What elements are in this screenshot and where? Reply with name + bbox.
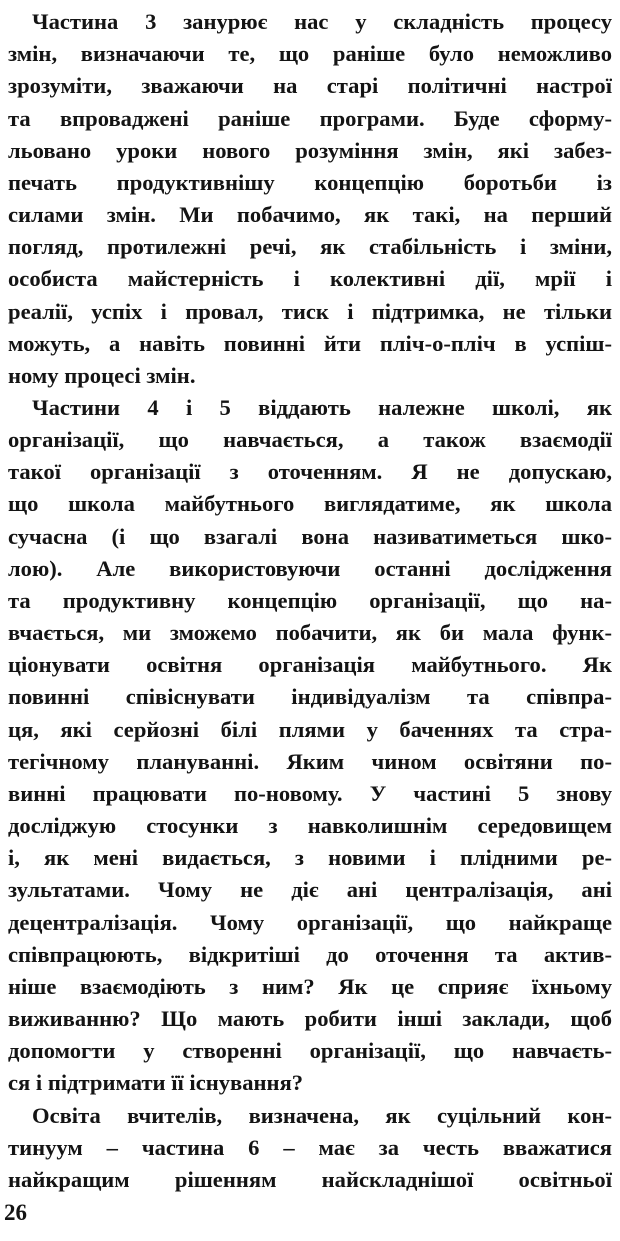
text-line: можуть, а навіть повинні йти пліч-о-пліч в успіш- (8, 330, 612, 356)
text-line: тинуум – частина 6 – має за честь вважатися (8, 1134, 612, 1160)
text-line: ціонувати освітня організація майбутнього. Як (8, 652, 612, 678)
text-line: сучасна (і що взагалі вона називатиметься шко- (8, 523, 612, 549)
text-line: Частини 4 і 5 віддають належне школі, як (32, 394, 612, 420)
text-line: особиста майстерність і колективні дії, мрії і (8, 266, 612, 292)
text-line: що школа майбутнього виглядатиме, як школа (8, 491, 612, 517)
text-line: такої організації з оточенням. Я не допускаю, (8, 459, 612, 485)
text-line: тегічному плануванні. Яким чином освітяни по- (8, 748, 612, 774)
text-line: зультатами. Чому не діє ані централізація, ані (8, 877, 612, 903)
text-line: найкращим рішенням найскладнішої освітньої (8, 1166, 612, 1192)
text-line: лою). Але використовуючи останні дослідження (8, 555, 612, 581)
text-line: погляд, протилежні речі, як стабільність і зміни, (8, 234, 612, 260)
text-line: печать продуктивнішу концепцію боротьби із (8, 169, 612, 195)
text-line: змін, визначаючи те, що раніше було неможливо (8, 41, 612, 67)
page-number: 26 (4, 1200, 27, 1225)
text-line: допомогти у створенні організації, що навчаєть- (8, 1038, 612, 1064)
text-line: децентралізація. Чому організації, що найкраще (8, 909, 612, 935)
text-line: вчається, ми зможемо побачити, як би мала функ- (8, 620, 612, 646)
text-line: та впроваджені раніше програми. Буде сформу- (8, 105, 612, 131)
text-line: досліджую стосунки з навколишнім середовищем (8, 813, 612, 839)
text-line: ному процесі змін. (8, 362, 196, 388)
text-line: ся і підтримати її існування? (8, 1070, 304, 1096)
text-line: льовано уроки нового розуміння змін, які забез- (8, 137, 612, 163)
text-line: співпрацюють, відкритіші до оточення та актив- (8, 941, 612, 967)
text-line: ця, які серйозні білі плями у баченнях та стра- (8, 716, 612, 742)
text-line: ніше взаємодіють з ним? Як це сприяє їхньому (8, 973, 612, 999)
text-line: зрозуміти, зважаючи на старі політичні настрої (8, 73, 612, 99)
text-line: і, як мені видається, з новими і плідними ре- (8, 845, 612, 871)
text-line: реалії, успіх і провал, тиск і підтримка, не тільки (8, 298, 612, 324)
text-line: винні працювати по-новому. У частині 5 знову (8, 780, 612, 806)
text-line: повинні співіснувати індивідуалізм та співпра- (8, 684, 612, 710)
text-line: Освіта вчителів, визначена, як суцільний кон- (32, 1102, 612, 1128)
text-line: виживанню? Що мають робити інші заклади, щоб (8, 1006, 612, 1031)
text-line: Частина 3 занурює нас у складність процесу (32, 9, 612, 34)
text-line: силами змін. Ми побачимо, як такі, на перший (8, 202, 612, 227)
text-line: організації, що навчається, а також взаємодії (8, 427, 612, 453)
text-line: та продуктивну концепцію організації, що на- (8, 587, 612, 613)
